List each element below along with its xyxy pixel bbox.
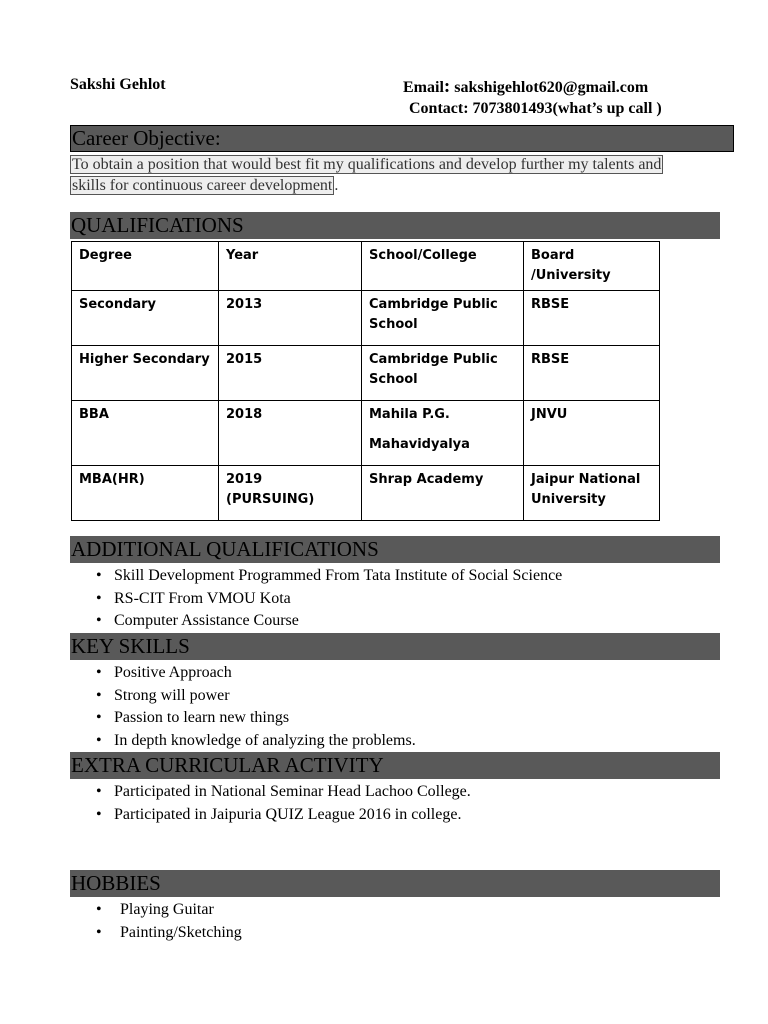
school-line-1: Mahila P.G. [369, 407, 450, 422]
table-cell: Cambridge Public School [362, 291, 524, 346]
column-header: School/College [362, 242, 524, 291]
table-cell: Secondary [72, 291, 219, 346]
email-label: Email [403, 79, 444, 96]
contact-line: Contact: 7073801493(what’s up call ) [409, 100, 662, 117]
email-separator: : [443, 76, 451, 97]
table-row [72, 401, 660, 466]
table-cell: 2018 [219, 401, 362, 466]
list-item: • Participated in Jaipuria QUIZ League 2016 in college. [96, 804, 471, 827]
hobbies-list [96, 899, 242, 944]
additional-qualifications-heading: ADDITIONAL QUALIFICATIONS [70, 536, 720, 563]
table-cell: Jaipur National University [524, 466, 660, 521]
table-row [72, 346, 660, 401]
column-header: Board /University [524, 242, 660, 291]
list-item: • Passion to learn new things [96, 707, 416, 730]
qualifications-table [71, 241, 660, 521]
school-line-2: Mahavidyalya [369, 437, 470, 452]
table-row [72, 291, 660, 346]
objective-line-1: To obtain a position that would best fit my qualifications and develop further my talents and [72, 156, 662, 173]
column-header: Year [219, 242, 362, 291]
table-cell: 2019 (PURSUING) [219, 466, 362, 521]
candidate-name: Sakshi Gehlot [70, 76, 166, 93]
email-line [403, 76, 648, 98]
objective-line-2: skills for continuous career development [72, 177, 333, 194]
table-cell: Shrap Academy [362, 466, 524, 521]
table-cell: 2015 [219, 346, 362, 401]
list-item: • Participated in National Seminar Head Lachoo College. [96, 781, 471, 804]
additional-qualifications-list [96, 565, 562, 633]
list-item: • RS-CIT From VMOU Kota [96, 588, 562, 611]
list-item: • Computer Assistance Course [96, 610, 562, 633]
table-header-row [72, 242, 660, 291]
table-cell: Higher Secondary [72, 346, 219, 401]
email-address: sakshigehlot620@gmail.com [454, 79, 649, 96]
table-cell: RBSE [524, 291, 660, 346]
table-cell: JNVU [524, 401, 660, 466]
list-item: • Playing Guitar [96, 899, 242, 922]
qualifications-heading: QUALIFICATIONS [70, 212, 720, 239]
list-item: • Strong will power [96, 685, 416, 708]
table-cell: MBA(HR) [72, 466, 219, 521]
objective-period: . [334, 177, 339, 194]
career-objective-text [70, 154, 730, 196]
career-objective-heading: Career Objective: [70, 125, 734, 152]
hobbies-heading: HOBBIES [70, 870, 720, 897]
list-item: • Positive Approach [96, 662, 416, 685]
table-cell: 2013 [219, 291, 362, 346]
extra-curricular-heading: EXTRA CURRICULAR ACTIVITY [70, 752, 720, 779]
key-skills-heading: KEY SKILLS [70, 633, 720, 660]
list-item: • Painting/Sketching [96, 922, 242, 945]
table-cell: RBSE [524, 346, 660, 401]
table-cell [362, 401, 524, 466]
list-item: • In depth knowledge of analyzing the problems. [96, 730, 416, 753]
table-row [72, 466, 660, 521]
table-cell: BBA [72, 401, 219, 466]
column-header: Degree [72, 242, 219, 291]
table-cell: Cambridge Public School [362, 346, 524, 401]
list-item: • Skill Development Programmed From Tata Institute of Social Science [96, 565, 562, 588]
key-skills-list [96, 662, 416, 753]
extra-curricular-list [96, 781, 471, 826]
